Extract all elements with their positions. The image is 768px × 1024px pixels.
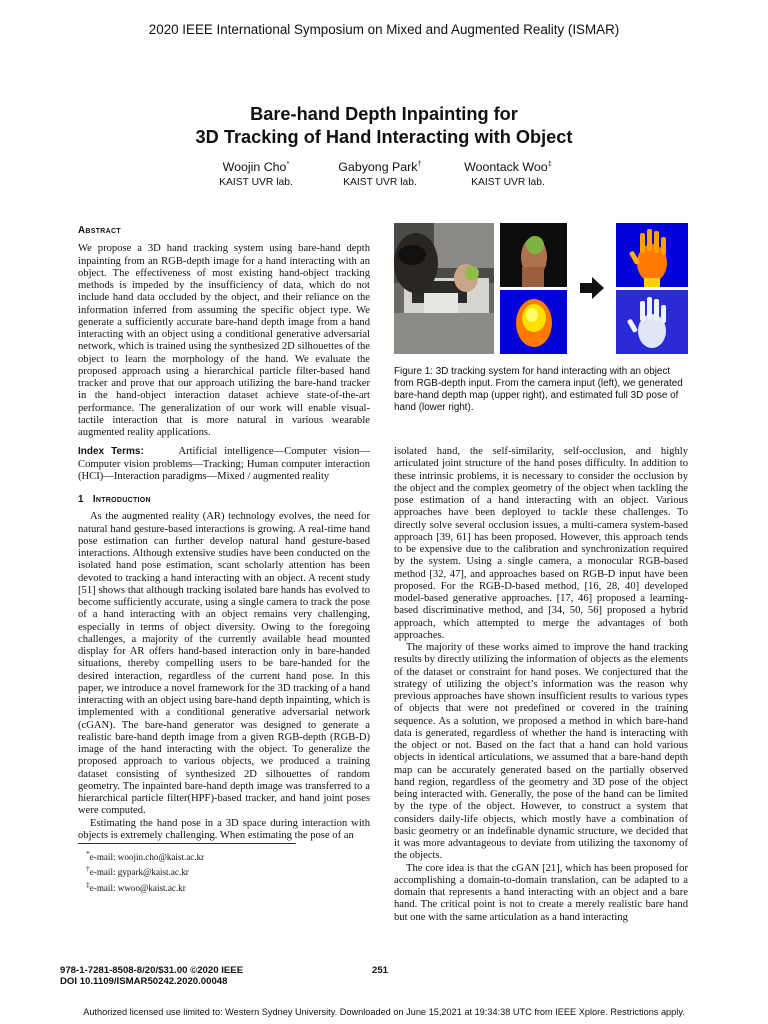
- title-line-1: Bare-hand Depth Inpainting for: [250, 104, 518, 124]
- abstract-text: We propose a 3D hand tracking system using bare-hand depth inpainting from an RGB-depth image for a hand interacting with an object. The effectiveness of most existing hand-object tracking methods is impeded by the insufficiency of data, which do not include hand data occluded by the object, and their reliance on the information inferred from assuming the specific object type. We generate a sufficiently accurate bare-hand depth image from a hand interacting with an object using a conditional generative adversarial network, which is trained using the synthesized 2D silhouettes of the object to learn the morphology of the hand. We evaluate the proposed approach using a hierarchical particle filter-based hand tracker and prove that our approach utilizing the bare-hand tracker in the hand-object interaction dataset achieve state-of-the-art performance. The generalization of our work will enable visual-tactile interaction that is more natural in various wearable augmented reality applications.: [78, 243, 370, 438]
- author-name: Gabyong Park: [338, 160, 418, 175]
- intro-paragraph-2: Estimating the hand pose in a 3D space during interaction with objects is extremely challenging. When estimating the pose of an: [78, 817, 370, 841]
- intro-paragraph-1: As the augmented reality (AR) technology evolves, the need for natural hand gesture-based interactions is growing. A real-time hand pose estimation can further develop natural hand gesture-based interactions. Although extensive studies have been conducted on the isolated hand pose estimation, scant scholarly attention has been devoted to tracking a hand interacting with an object. A recent study [51] shows that although tracking isolated bare hands has evolved to become sufficiently accurate, using a single camera to track the pose of a hand interacting with an object remains very challenging, especially in terms of object diversity. Owing to the foregoing challenges, a majority of the currently available head mounted display for AR offers hand-based interaction only in bare-handed situations, thereby compelling users to be bare-handed for the desired interaction, regardless of the current hand pose. In this paper, we introduce a novel framework for the 3D tracking of a hand interacting with an object using bare-hand depth inpainting, which is implemented with a conditional generative adversarial network (cGAN). The bare-hand generator was designed to generate a realistic bare-hand depth image from a given RGB-depth (RGB-D) image of the hand interacting with the object. To generalize the proposed approach to various objects, we produced a training dataset consisting of synthesized 2D silhouettes of random geometry. The inpainted bare-hand depth image was transferred to a hierarchical particle filter(HPF)-based tracker, and hand joint poses were computed.: [78, 511, 370, 817]
- author-affiliation: KAIST UVR lab.: [471, 177, 545, 189]
- author-name: Woontack Woo: [464, 160, 548, 175]
- index-terms-text: Artificial intelligence—Computer vision—Computer vision problems—Tracking; Human computer interaction (HCI)—Interaction paradigms—Mixed / augmented reality: [78, 446, 370, 482]
- author-name: Woojin Cho: [222, 160, 287, 175]
- footnotes: [86, 848, 356, 894]
- intro-heading: [78, 494, 370, 506]
- author-affiliation: KAIST UVR lab.: [219, 177, 293, 189]
- author-mark: ‡: [547, 159, 552, 168]
- author-affiliation: KAIST UVR lab.: [343, 177, 417, 189]
- figure-1-image: [394, 223, 688, 354]
- license-notice: Authorized licensed use limited to: Western Sydney University. Downloaded on June 15,2021 at 19:34:38 UTC from IEEE Xplore. Restrictions apply.: [83, 1007, 685, 1017]
- section-number: 1: [78, 494, 84, 505]
- title-line-2: 3D Tracking of Hand Interacting with Object: [195, 127, 573, 147]
- footnote-1: *e-mail: woojin.cho@kaist.ac.kr: [86, 849, 205, 863]
- index-terms-label: Index Terms:: [78, 446, 144, 458]
- hand-with-object-photo: [500, 223, 567, 287]
- arrow-right-icon: [580, 277, 604, 299]
- bare-hand-depth-map: [616, 223, 688, 287]
- author-3: [418, 156, 598, 191]
- right-column: [394, 446, 688, 924]
- abstract-heading: Abstract: [78, 225, 121, 236]
- left-column: [78, 225, 370, 842]
- doi: DOI 10.1109/ISMAR50242.2020.00048: [60, 976, 228, 987]
- paper-title: [0, 103, 768, 149]
- footer-identifiers: [60, 965, 243, 987]
- footnote-rule: [78, 843, 296, 844]
- footnote-3: ‡e-mail: wwoo@kaist.ac.kr: [86, 879, 186, 893]
- intro-paragraph-4: The core idea is that the cGAN [21], which has been proposed for accomplishing a domain-to-domain translation, can be adapted to a domain that represents a hand interacting with an object and a bare hand. The critical point is not to create a merely realistic bare hand but one with the same articulation as a hand interacting: [394, 862, 688, 923]
- hand-3d-pose: [616, 290, 688, 354]
- index-terms: [78, 446, 370, 483]
- figure-caption: Figure 1: 3D tracking system for hand interacting with an object from RGB-depth input. From the camera input (left), we generated bare-hand depth map (upper right), and estimated full 3D pose of hand (lower right).: [394, 366, 683, 413]
- section-title: Introduction: [92, 494, 151, 505]
- intro-paragraph-3: The majority of these works aimed to improve the hand tracking results by directly utilizing the information of objects as the elements of the dataset or constraint for hand poses. We conjectured that the strategy of utilizing the object’s information was the reason why previous approaches have shown insufficient results to various types of objects that were not predefined or covered in the training sequence. As a solution, we proposed a method in which bare-hand data is generated, regardless of whether the hand is interacting with the object or not. Based on the fact that a hand can hold various objects in identical articulations, we assumed that a bare-hand depth map can be accurately generated based on the partially observed hand region, regardless of the geometry and 3D pose of the object being interacted with. Generally, the pose of the hand can be limited by the type of the object. However, to construct a system that considers daily-life objects, which mostly have a combination of basic geometry or an indefinable dynamic structure, we decided that it was more advantageous to deviate from utilizing the taxonomy of the objects.: [394, 642, 688, 862]
- figure-1: [394, 223, 688, 354]
- footnote-2: †e-mail: gypark@kaist.ac.kr: [86, 864, 189, 878]
- isbn: 978-1-7281-8508-8/20/$31.00 ©2020 IEEE: [60, 965, 244, 976]
- camera-input-photo: [394, 223, 494, 354]
- author-mark: †: [417, 159, 422, 168]
- author-mark: *: [286, 159, 290, 168]
- intro-paragraph-2-continued: isolated hand, the self-similarity, self-occlusion, and highly articulated joint structure of the hand poses difficulty. In addition to these intrinsic problems, it is necessary to consider the occlusion by the object and the complex geometry of the object when tackling the pose estimation of a hand interacting with an object. Various approaches have been deployed to tackle these challenges. To directly solve several occlusion issues, a multi-camera system-based approach [39, 61] has been proposed. However, this approach tends to be expensive due to the calibration and synchronization required by the system. Using a single camera, a monocular RGB-based method [32, 47], and approaches based on RGB-D input have been proposed. For the RGB-D-based method, [16, 28, 40] developed model-based generative approaches. [17, 46] proposed a learning-based discriminative method, and [34, 50, 56] proposed a hybrid approach, which attempted to merge the advantages of both approaches.: [394, 446, 688, 641]
- page-number: 251: [372, 965, 389, 976]
- conference-header: 2020 IEEE International Symposium on Mixed and Augmented Reality (ISMAR): [148, 22, 620, 37]
- hand-object-depth-map: [500, 290, 567, 354]
